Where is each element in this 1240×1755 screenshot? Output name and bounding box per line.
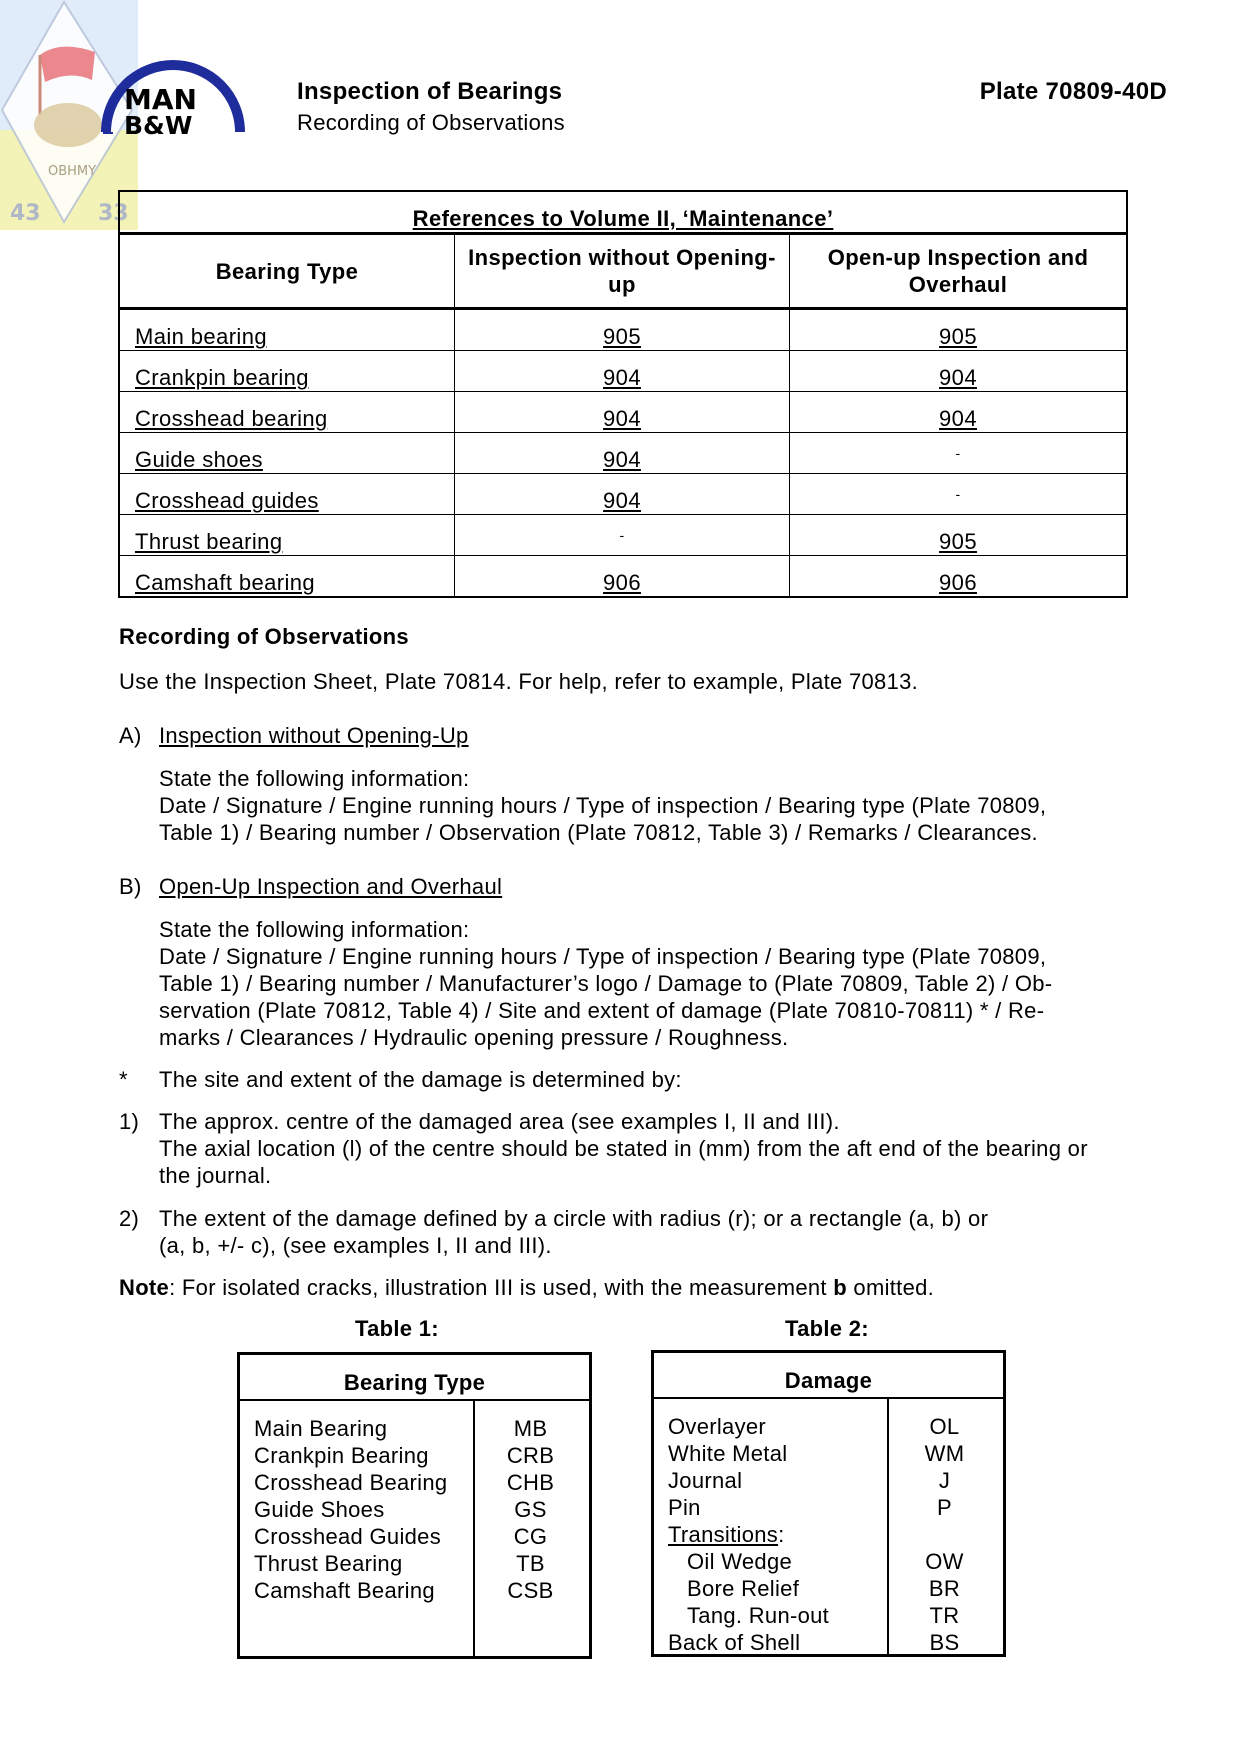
column-header: Bearing Type — [119, 234, 455, 309]
list-item: White Metal — [668, 1441, 788, 1466]
list-item: Tang. Run-out — [687, 1603, 830, 1628]
intro-text: Use the Inspection Sheet, Plate 70814. For help, refer to example, Plate 70813. — [119, 669, 919, 694]
item-state-a: State the following information: — [159, 766, 470, 791]
list-item: Overlayer — [668, 1414, 767, 1439]
table2-damage — [651, 1350, 1006, 1657]
list-item: GS — [514, 1497, 547, 1522]
item-text-2a: The extent of the damage defined by a circle with radius (r); or a rectangle (a, b) or — [159, 1206, 989, 1231]
table-row — [119, 351, 1127, 392]
cell-value: 904 — [455, 392, 790, 433]
list-item: Main Bearing — [254, 1416, 388, 1441]
cell-value: - — [455, 515, 790, 556]
list-item: J — [938, 1468, 951, 1493]
item-text-b-line1: Date / Signature / Engine running hours / Type of inspection / Bearing type (Plate 70809, — [159, 944, 1047, 969]
list-item: P — [937, 1495, 952, 1520]
item-title-a: Inspection without Opening-Up — [159, 723, 469, 748]
man-bw-logo — [100, 56, 248, 142]
list-item: CHB — [506, 1470, 555, 1495]
item-state-b: State the following information: — [159, 917, 470, 942]
svg-text:B&W: B&W — [124, 111, 193, 140]
table-row — [119, 433, 1127, 474]
list-item: TR — [929, 1603, 960, 1628]
svg-text:MAN: MAN — [124, 83, 197, 116]
item-text-2b: (a, b, +/- c), (see examples I, II and III). — [159, 1233, 552, 1258]
list-item: Pin — [668, 1495, 701, 1520]
cell-value: 904 — [790, 392, 1128, 433]
table-row — [119, 515, 1127, 556]
cell-value: - — [790, 474, 1128, 515]
table1-bearing-type — [237, 1352, 592, 1659]
cell-value: 904 — [455, 351, 790, 392]
cell-value: 904 — [790, 351, 1128, 392]
list-item: Crosshead Bearing — [254, 1470, 448, 1495]
cell-value: - — [790, 433, 1128, 474]
star-text: The site and extent of the damage is determined by: — [159, 1067, 682, 1092]
table-row — [119, 392, 1127, 433]
table-row — [119, 556, 1127, 598]
cell-bearing-type: Main bearing — [119, 309, 455, 351]
item-text-b-line2: Table 1) / Bearing number / Manufacturer’s logo / Damage to (Plate 70809, Table 2) / Ob- — [159, 971, 1053, 996]
table2-header: Damage — [654, 1353, 1003, 1399]
list-item: Journal — [668, 1468, 743, 1493]
star-label: * — [119, 1067, 128, 1092]
list-item: MB — [513, 1416, 548, 1441]
item-text-a: Date / Signature / Engine running hours / Type of inspection / Bearing type (Plate 70809, Table 1) / Bearing number / Observation (Plate 70812, Table 3) / Remarks / Clearances. — [159, 793, 1047, 845]
list-item: OW — [925, 1549, 964, 1574]
item-label-2: 2) — [119, 1206, 140, 1231]
cell-value: 906 — [790, 556, 1128, 598]
svg-text:OBHMY: OBHMY — [48, 164, 97, 179]
item-label-b: B) — [119, 874, 142, 899]
plate-number: Plate 70809-40D — [979, 78, 1167, 105]
table1-names — [254, 1415, 447, 1604]
item-text-1b: The axial location (l) of the centre should be stated in (mm) from the aft end of the bearing or the journal. — [159, 1136, 1088, 1188]
item-text-b-line4: marks / Clearances / Hydraulic opening pressure / Roughness. — [159, 1025, 789, 1050]
page-title: Inspection of Bearings — [297, 78, 563, 105]
cell-value: 904 — [455, 433, 790, 474]
section-title: Recording of Observations — [119, 624, 409, 649]
cell-value: 905 — [790, 309, 1128, 351]
list-item: Crankpin Bearing — [254, 1443, 429, 1468]
page-subtitle: Recording of Observations — [297, 110, 565, 135]
cell-bearing-type: Thrust bearing — [119, 515, 455, 556]
list-item: WM — [924, 1441, 965, 1466]
table2-names — [668, 1413, 829, 1656]
cell-value: 905 — [455, 309, 790, 351]
cell-bearing-type: Camshaft bearing — [119, 556, 455, 598]
cell-bearing-type: Crosshead guides — [119, 474, 455, 515]
table2-codes — [889, 1413, 1000, 1656]
list-item — [889, 1521, 1000, 1548]
item-label-a: A) — [119, 723, 142, 748]
list-item: TB — [516, 1551, 545, 1576]
column-header: Inspection without Opening-up — [455, 234, 790, 309]
table1-header: Bearing Type — [240, 1355, 589, 1401]
reference-table — [118, 190, 1128, 598]
list-item: CG — [513, 1524, 548, 1549]
svg-text:33: 33 — [98, 201, 129, 226]
list-item: OL — [929, 1414, 960, 1439]
list-item: Camshaft Bearing — [254, 1578, 435, 1603]
list-item: Oil Wedge — [687, 1549, 793, 1574]
list-item: Crosshead Guides — [254, 1524, 442, 1549]
list-item: CRB — [506, 1443, 555, 1468]
list-item: Thrust Bearing — [254, 1551, 403, 1576]
table1-caption: Table 1: — [355, 1316, 439, 1341]
item-label-1: 1) — [119, 1109, 140, 1134]
cell-value: 906 — [455, 556, 790, 598]
cell-bearing-type: Crankpin bearing — [119, 351, 455, 392]
list-item: BR — [928, 1576, 961, 1601]
cell-bearing-type: Guide shoes — [119, 433, 455, 474]
table-row — [119, 309, 1127, 351]
note: Note: For isolated cracks, illustration III is used, with the measurement b omitted. — [119, 1275, 935, 1300]
item-title-b: Open-Up Inspection and Overhaul — [159, 874, 503, 899]
list-item: Transitions: — [668, 1522, 785, 1547]
table-row — [119, 474, 1127, 515]
list-item: Bore Relief — [687, 1576, 800, 1601]
item-text-1a: The approx. centre of the damaged area (see examples I, II and III). — [159, 1109, 840, 1134]
list-item: Guide Shoes — [254, 1497, 385, 1522]
cell-bearing-type: Crosshead bearing — [119, 392, 455, 433]
column-header: Open-up Inspection and Overhaul — [790, 234, 1128, 309]
list-item: BS — [929, 1630, 960, 1655]
cell-value: 905 — [790, 515, 1128, 556]
reference-table-caption: References to Volume II, ‘Maintenance’ — [119, 191, 1127, 234]
cell-value: 904 — [455, 474, 790, 515]
table2-caption: Table 2: — [785, 1316, 869, 1341]
svg-text:43: 43 — [10, 201, 41, 226]
list-item: CSB — [507, 1578, 554, 1603]
table1-codes — [475, 1415, 586, 1604]
list-item: Back of Shell — [668, 1630, 801, 1655]
item-text-b-line3: servation (Plate 70812, Table 4) / Site and extent of damage (Plate 70810-70811) * / Re- — [159, 998, 1045, 1023]
